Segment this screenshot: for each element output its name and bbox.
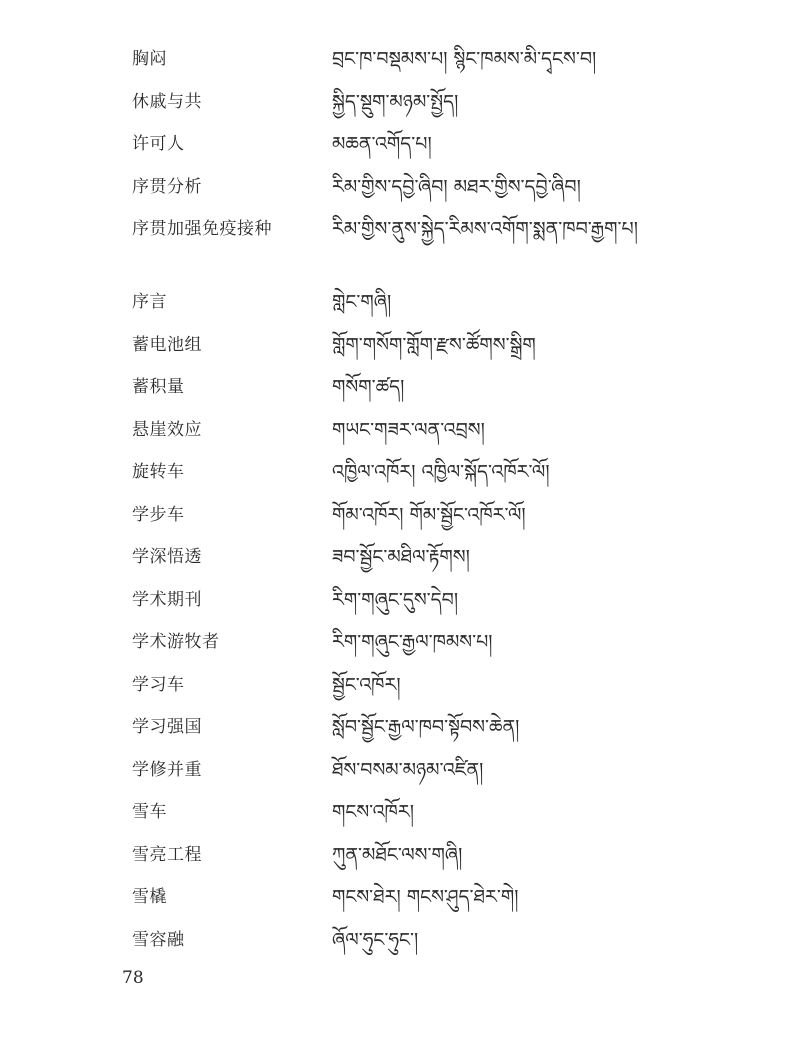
chinese-term: 旋转车: [132, 462, 185, 482]
chinese-term: 序贯加强免疫接种: [132, 219, 272, 239]
tibetan-translation: གངས་འཁོར།: [332, 801, 414, 823]
entry-row: [132, 500, 692, 543]
tibetan-translation: གློག་གསོག་གློག་རྫས་ཚོགས་སྒྲིག: [332, 333, 536, 356]
page-number: 78: [122, 968, 144, 988]
tibetan-translation: སྦྱོང་འཁོར།: [332, 673, 401, 696]
entry-row: [132, 627, 692, 670]
tibetan-translation: ཞོལ་ཧུང་ཧུང་།: [332, 928, 419, 951]
chinese-term: 蓄电池组: [132, 334, 202, 355]
chinese-term: 学步车: [132, 504, 185, 525]
entry-row: [132, 925, 692, 968]
tibetan-translation: རིག་གཞུང་རྒྱལ་ཁམས་པ།: [332, 631, 493, 653]
entry-row: [132, 670, 692, 713]
tibetan-translation: གླེང་གཞི།: [332, 291, 392, 313]
tibetan-translation: རིག་གཞུང་དུས་དེབ།: [332, 588, 459, 611]
tibetan-translation: མཆན་འགོད་པ།: [332, 133, 432, 155]
chinese-term: 雪橇: [132, 887, 167, 907]
entry-row: [132, 882, 692, 925]
entry-row: [132, 214, 692, 287]
chinese-term: 蓄积量: [132, 377, 185, 397]
tibetan-translation: འཁྱིལ་འཁོར། འཁྱིལ་སྐོད་འཁོར་ལོ།: [332, 461, 550, 483]
entry-row: [132, 87, 692, 130]
chinese-term: 胸闷: [132, 49, 167, 69]
tibetan-translation: རིམ་གྱིས་དབྱེ་ཞིབ། མཐར་གྱིས་དབྱེ་ཞིབ།: [332, 175, 581, 198]
tibetan-translation: ཟབ་སྦྱོང་མཐིལ་རྟོགས།: [332, 546, 470, 568]
tibetan-translation: གསོག་ཚད།: [332, 376, 405, 398]
entry-row: [132, 415, 692, 458]
chinese-term: 学深悟透: [132, 547, 202, 567]
tibetan-translation: གངས་ཐེར། གངས་ཤུད་ཐེར་གེ།: [332, 886, 519, 908]
entry-row: [132, 44, 692, 87]
chinese-term: 序贯分析: [132, 176, 202, 197]
chinese-term: 休戚与共: [132, 91, 202, 112]
tibetan-translation: ཐོས་བསམ་མཉམ་འཛིན།: [332, 758, 484, 781]
entry-row: [132, 755, 692, 798]
chinese-term: 悬崖效应: [132, 419, 202, 440]
entry-row: [132, 172, 692, 215]
tibetan-translation: གོམ་འཁོར། གོམ་སྦྱོང་འཁོར་ལོ།: [332, 503, 526, 526]
chinese-term: 学习车: [132, 674, 185, 695]
chinese-term: 学术期刊: [132, 589, 202, 610]
chinese-term: 许可人: [132, 134, 185, 154]
entry-row: [132, 457, 692, 500]
entry-row: [132, 542, 692, 585]
entry-row: [132, 129, 692, 172]
chinese-term: 序言: [132, 292, 167, 312]
tibetan-translation: རིམ་གྱིས་ནུས་སྐྱེད་རིམས་འགོག་སྨན་ཁབ་རྒྱག་པ།: [332, 218, 638, 240]
chinese-term: 雪车: [132, 802, 167, 822]
entry-row: [132, 797, 692, 840]
entry-row: [132, 287, 692, 330]
chinese-term: 雪亮工程: [132, 844, 202, 865]
entry-row: [132, 840, 692, 883]
tibetan-translation: སློབ་སྦྱོང་རྒྱལ་ཁབ་སྟོབས་ཆེན།: [332, 716, 520, 738]
chinese-term: 学修并重: [132, 759, 202, 780]
entry-list: [132, 44, 692, 967]
entry-row: [132, 372, 692, 415]
tibetan-translation: ཀུན་མཐོང་ལས་གཞི།: [332, 843, 463, 866]
entry-row: [132, 330, 692, 373]
chinese-term: 雪容融: [132, 929, 185, 950]
tibetan-translation: སྐྱིད་སྡུག་མཉམ་སྤྱོད།: [332, 90, 459, 113]
chinese-term: 学习强国: [132, 717, 202, 737]
entry-row: [132, 712, 692, 755]
tibetan-translation: བྲང་ཁ་བསྡམས་པ། སྙིང་ཁམས་མི་དྭངས་བ།: [332, 48, 597, 70]
chinese-term: 学术游牧者: [132, 632, 220, 652]
entry-row: [132, 585, 692, 628]
tibetan-translation: གཡང་གཟར་ལན་འབྲས།: [332, 418, 485, 441]
